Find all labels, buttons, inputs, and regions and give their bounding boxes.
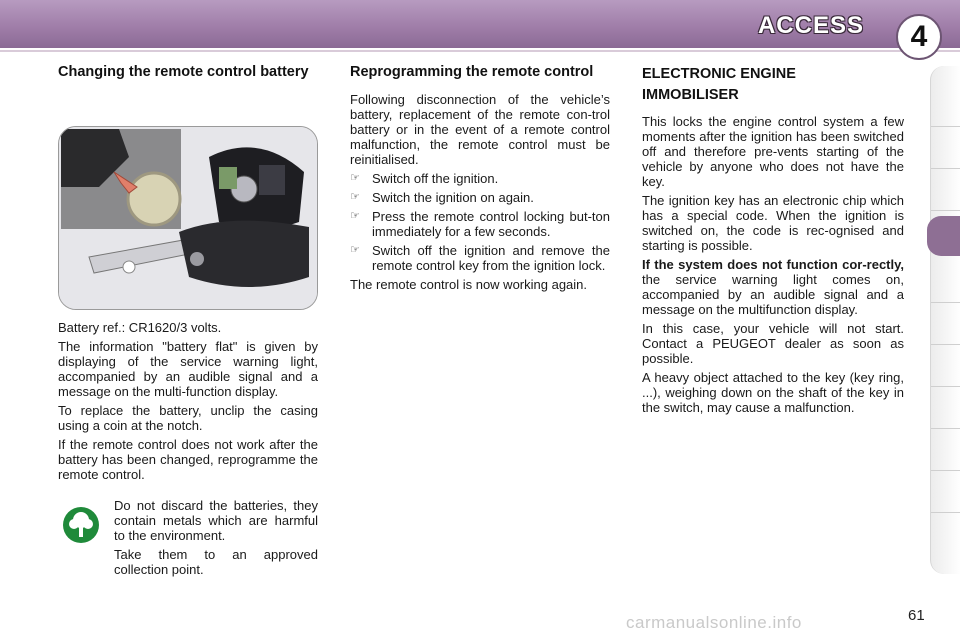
tab-divider	[931, 126, 960, 127]
malfunction-warning: If the system does not function cor-rectly, the service warning light comes on, accompanied by an audible signal and a message on the multifunction display.	[642, 257, 904, 317]
tab-divider	[931, 386, 960, 387]
battery-heading: Changing the remote control battery	[58, 64, 309, 80]
immobiliser-column	[642, 64, 904, 419]
step-item: ☞ Switch off the ignition.	[350, 171, 499, 186]
tab-access-active[interactable]	[927, 216, 960, 256]
environment-note	[58, 498, 318, 581]
chapter-number-badge: 4	[896, 14, 942, 60]
tab-divider	[931, 168, 960, 169]
tree-icon	[62, 506, 100, 544]
tab-divider	[931, 428, 960, 429]
battery-column	[58, 64, 318, 486]
eco-collection: Take them to an approved collection point.	[114, 547, 318, 577]
tab-divider	[931, 344, 960, 345]
step-item: ☞ Switch the ignition on again.	[350, 190, 534, 205]
pointing-hand-icon: ☞	[350, 244, 360, 256]
battery-reference: Battery ref.: CR1620/3 volts.	[58, 320, 222, 335]
page-number: 61	[908, 607, 925, 624]
page-header	[0, 0, 960, 53]
tab-divider	[931, 470, 960, 471]
tab-divider	[931, 512, 960, 513]
section-title: ACCESS	[757, 12, 864, 39]
eco-warning: Do not discard the batteries, they contain metals which are harmful to the environment.	[114, 498, 318, 543]
pointing-hand-icon: ☞	[350, 172, 360, 184]
watermark: carmanualsonline.info	[626, 613, 802, 632]
reprogramming-intro: Following disconnection of the vehicle’s battery, replacement of the remote con-trol battery or in the event of a remote control malfunction, the remote control must be reinitialised.	[350, 92, 610, 167]
pointing-hand-icon: ☞	[350, 191, 360, 203]
reprogramming-heading: Reprogramming the remote control	[350, 64, 594, 80]
battery-flat-info: The information "battery flat" is given by displaying of the service warning light, accompanied by an audible signal and a message on the multi-function display.	[58, 339, 318, 399]
reprogramming-outro: The remote control is now working again.	[350, 277, 588, 292]
step-item: ☞ Switch off the ignition and remove the remote control key from the ignition lock.	[350, 243, 610, 273]
remote-key-illustration	[58, 126, 318, 310]
tab-divider	[931, 210, 960, 211]
chapter-tabs	[930, 66, 960, 574]
tab-divider	[931, 302, 960, 303]
dealer-contact-info: In this case, your vehicle will not start. Contact a PEUGEOT dealer as soon as possible.	[642, 321, 904, 366]
heavy-object-warning: A heavy object attached to the key (key ring, ...), weighing down on the shaft of the key in the switch, may cause a malfunction.	[642, 370, 904, 415]
step-item: ☞ Press the remote control locking but-ton immediately for a few seconds.	[350, 209, 610, 239]
pointing-hand-icon: ☞	[350, 210, 360, 222]
reprogramme-info: If the remote control does not work after the battery has been changed, reprogramme the remote control.	[58, 437, 318, 482]
battery-replace-info: To replace the battery, unclip the casing using a coin at the notch.	[58, 403, 318, 433]
electronic-chip-info: The ignition key has an electronic chip which has a special code. When the ignition is switched on, the code is rec-ognised and starting is possible.	[642, 193, 904, 253]
immobiliser-heading: ELECTRONIC ENGINE IMMOBILISER	[642, 66, 796, 103]
immobiliser-description: This locks the engine control system a few moments after the ignition has been switched off and therefore pre-vents starting of the vehicle by anyone who does not have the key.	[642, 114, 904, 189]
reprogramming-column	[350, 64, 610, 296]
